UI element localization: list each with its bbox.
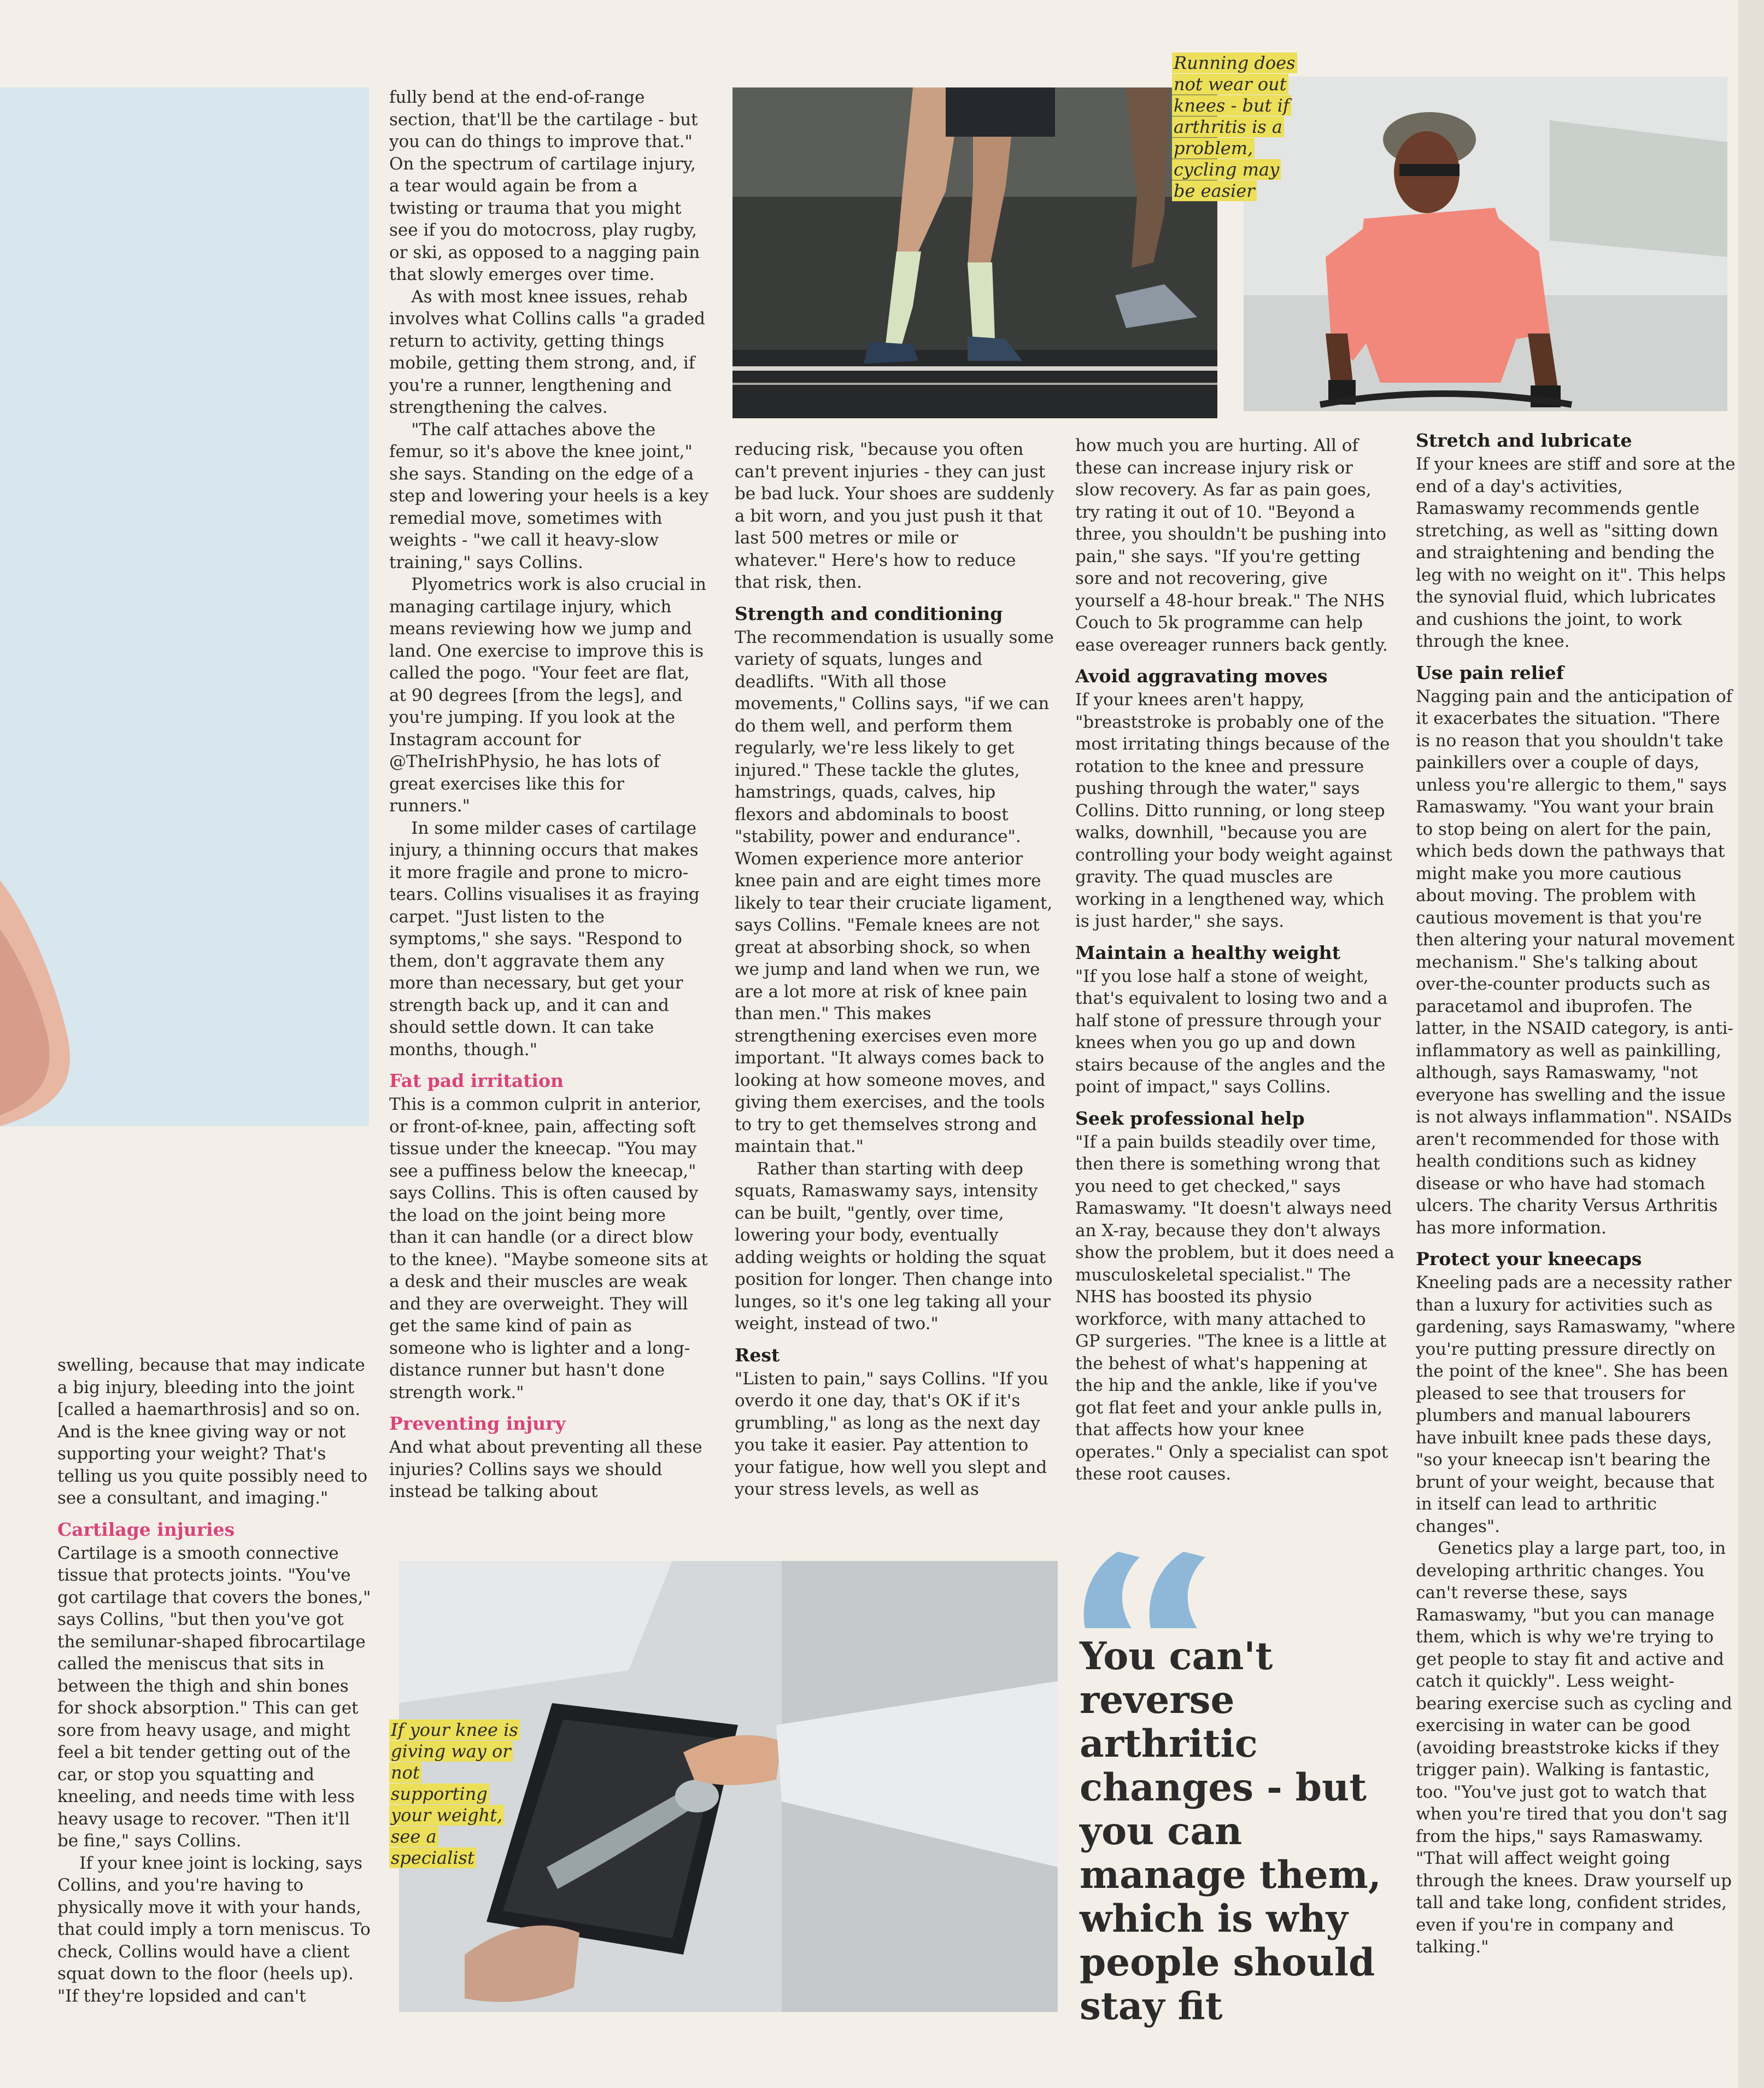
running-photo-graphic [732,87,1217,418]
paragraph: reducing risk, "because you often can't prevent injuries - they can just be bad luck. Your shoes are suddenly a bit worn, and you just push it that last 500 metres or mile or whatever." Here's how to reduce that risk, then. [735,440,1054,592]
pull-quote: You can't reverse arthritic changes - but you can manage them, which is why people should stay fit [1080,1634,1381,2028]
cyclist-photo-graphic [1244,77,1727,411]
subheading-maintain-healthy-weight: Maintain a healthy weight [1075,941,1341,963]
left-photo-fragment [0,87,369,1126]
paragraph: Rather than starting with deep squats, Ramaswamy says, intensity can be built, "gently, over time, lowering your body, eventually adding weights or holding the squat position for longer. Then change into lunges, so it's one leg taking all your weight, instead of two." [735,1159,1053,1333]
paragraph: fully bend at the end-of-range section, that'll be the cartilage - but you can do things to improve that." On the spectrum of cartilage injury, a tear would again be from a twisting or trauma that you might see if you do motocross, play rugby, or ski, as opposed to a nagging pain that slowly emerges over time. [389,87,700,284]
paragraph: swelling, because that may indicate a big injury, bleeding into the joint [called a haemarthrosis] and so on. And is the knee giving way or not supporting your weight? That's telling us you quite possibly need to see a consultant, and imaging." [57,1355,368,1508]
paragraph: Plyometrics work is also crucial in managing cartilage injury, which means reviewing how we jump and land. One exercise to improve this is called the pogo. "Your feet are flat, at 90 degrees [from the legs], and you're jumping. If you look at the Instagram account for @TheIrishPhysio, he has lots of great exercises like this for runners." [389,575,707,816]
paragraph: In some milder cases of cartilage injury, a thinning occurs that makes it more fragile and prone to micro-tears. Collins visualises it as fraying carpet. "Just listen to the symptoms," she says. "Respond to them, don't aggravate them any more than necessary, but get your strength back up, and it can and should settle down. It can take months, though." [389,818,700,1060]
quote-mark-icon [1080,1546,1211,1628]
subheading-stretch-and-lubricate: Stretch and lubricate [1416,430,1632,451]
paragraph: The recommendation is usually some variety of squats, lunges and deadlifts. "With all those movements," Collins says, "if we can do them well, and perform them regularly, we're less likely to get injured." These tackle the glutes, hamstrings, quads, calves, hip flexors and abdominals to boost "stability, power and endurance". Women experience more anterior knee pain and are eight times more likely to tear their cruciate ligament, says Collins. "Female knees are not great at absorbing shock, so when we jump and land when we run, we are a lot more at risk of knee pain than men." This makes strengthening exercises even more important. "It always comes back to looking at how someone moves, and giving them exercises, and the tools to try to get themselves strong and maintain that." [735,627,1054,1156]
cyclist-photo [1244,77,1727,411]
running-photo-caption: Running does not wear out knees - but if arthritis is a problem, cycling may be easier [1172,52,1303,202]
subheading-fat-pad-irritation: Fat pad irritation [389,1070,564,1091]
paragraph: "If you lose half a stone of weight, that's equivalent to losing two and a half stone of pressure through your knees when you go up and down stairs because of the angles and the point of impact," says Collins. [1075,966,1388,1097]
paragraph: Cartilage is a smooth connective tissue that protects joints. "You've got cartilage that covers the bones," says Collins, "but then you've got the semilunar-shaped fibrocartilage called the meniscus that sits in between the thigh and shin bones for shock absorption." This can get sore from heavy usage, and might feel a bit tender getting out of the car, or stop you squatting and kneeling, and needs time with less heavy usage to recover. "Then it'll be fine," says Collins. [57,1543,371,1851]
subheading-cartilage-injuries: Cartilage injuries [57,1518,235,1540]
paragraph: "Listen to pain," says Collins. "If you overdo it one day, that's OK if it's grumbling," as long as the next day you take it easier. Pay attention to your fatigue, how well you slept and your stress levels, as well as [735,1368,1048,1499]
subheading-strength-and-conditioning: Strength and conditioning [735,603,1003,624]
column-4 [1075,435,1395,1485]
paragraph: If your knee joint is locking, says Collins, and you're having to physically move it with your hands, that could imply a torn meniscus. To check, Collins would have a client squat down to the floor (heels up). "If they're lopsided and can't [57,1853,371,2006]
paragraph: "The calf attaches above the femur, so it's above the knee joint," she says. Standing on the edge of a step and lowering your heels is a key remedial move, sometimes with weights - "we call it heavy-slow training," says Collins. [389,419,709,572]
running-photo [732,87,1217,418]
left-photo-graphic [0,87,369,1126]
paragraph: If your knees aren't happy, "breaststroke is probably one of the most irritating things because of the rotation to the knee and pressure pushing through the water," says Collins. Ditto running, or long steep walks, downhill, "because you are controlling your body weight against gravity. The quad muscles are working in a lengthened way, which is just harder," she says. [1075,690,1392,931]
subheading-rest: Rest [735,1344,780,1366]
paragraph: As with most knee issues, rehab involves what Collins calls "a graded return to activity, getting things mobile, getting them strong, and, if you're a runner, lengthening and strengthening the calves. [389,286,705,417]
paragraph: This is a common culprit in anterior, or front-of-knee, pain, affecting soft tissue under the kneecap. "You may see a puffiness below the kneecap," says Collins. This is often caused by the load on the joint being more than it can handle (or a direct blow to the knee). "Maybe someone sits at a desk and their muscles are weak and they are overweight. They will get the same kind of pain as someone who is lighter and a long-distance runner but hasn't done strength work." [389,1095,708,1402]
paragraph: Nagging pain and the anticipation of it exacerbates the situation. "There is no reason that you shouldn't take painkillers over a couple of days, unless you're allergic to them," says Ramaswamy. "You want your brain to stop being on alert for the pain, which beds down the pathways that might make you more cautious about moving. The problem with cautious movement is that you're then altering your natural movement mechanism." She's talking about over-the-counter products such as paracetamol and ibuprofen. The latter, in the NSAID category, is anti-inflammatory as well as painkilling, although, says Ramaswamy, "not everyone has swelling and the issue is not always inflammation". NSAIDs aren't recommended for those with health conditions such as kidney disease or who have had stomach ulcers. The charity Versus Arthritis has more information. [1416,686,1735,1238]
paragraph: "If a pain builds steadily over time, then there is something wrong that you need to get checked," says Ramaswamy. "It doesn't always need an X-ray, because they don't always show the problem, but it does need a musculoskeletal specialist." The NHS has boosted its physio workforce, with many attached to GP surgeries. "The knee is a little at the behest of what's happening at the hip and the ankle, like if you've got flat feet and your ankle pulls in, that affects how your knee operates." Only a specialist can spot these root causes. [1075,1132,1394,1484]
paragraph: If your knees are stiff and sore at the end of a day's activities, Ramaswamy recommends gentle stretching, as well as "sitting down and straightening and bending the leg with no weight on it". This helps the synovial fluid, which lubricates and cushions the joint, to work through the knee. [1416,454,1736,651]
column-5 [1416,429,1736,1958]
column-3 [735,438,1054,1501]
subheading-avoid-aggravating-moves: Avoid aggravating moves [1075,665,1328,687]
xray-photo-caption: If your knee is giving way or not supporting your weight, see a specialist [389,1719,520,1869]
paragraph: Genetics play a large part, too, in developing arthritic changes. You can't reverse these, says Ramaswamy, "but you can manage them, which is why we're trying to get people to stay fit and active and catch it quickly". Less weight-bearing exercise such as cycling and exercising in water can be good (avoiding breaststroke kicks if they trigger pain). Walking is fantastic, too. "You've just got to watch that when you're tired that you don't sag from the hips," says Ramaswamy. "That will affect weight going through the knees. Draw yourself up tall and take long, confident strides, even if you're in company and talking." [1416,1539,1732,1957]
paragraph: how much you are hurting. All of these can increase injury risk or slow recovery. As far as pain goes, try rating it out of 10. "Beyond a three, you shouldn't be pushing into pain," she says. "If you're getting sore and not recovering, give yourself a 48-hour break." The NHS Couch to 5k programme can help ease overeager runners back gently. [1075,436,1388,655]
paragraph: And what about preventing all these injuries? Collins says we should instead be talking about [389,1437,702,1501]
page-fold [1738,0,1764,2088]
paragraph: Kneeling pads are a necessity rather than a luxury for activities such as gardening, says Ramaswamy, "where you're putting pressure directly on the point of the knee". She has been pleased to see that trousers for plumbers and manual labourers have inbuilt knee pads these days, "so your kneecap isn't bearing the brunt of your weight, because that in itself can lead to arthritic changes". [1416,1273,1736,1536]
column-1 [57,1354,373,2007]
column-2 [389,86,709,1503]
subheading-protect-your-kneecaps: Protect your kneecaps [1416,1248,1642,1270]
subheading-preventing-injury: Preventing injury [389,1413,566,1434]
subheading-use-pain-relief: Use pain relief [1416,662,1564,683]
subheading-seek-professional-help: Seek professional help [1075,1107,1305,1129]
